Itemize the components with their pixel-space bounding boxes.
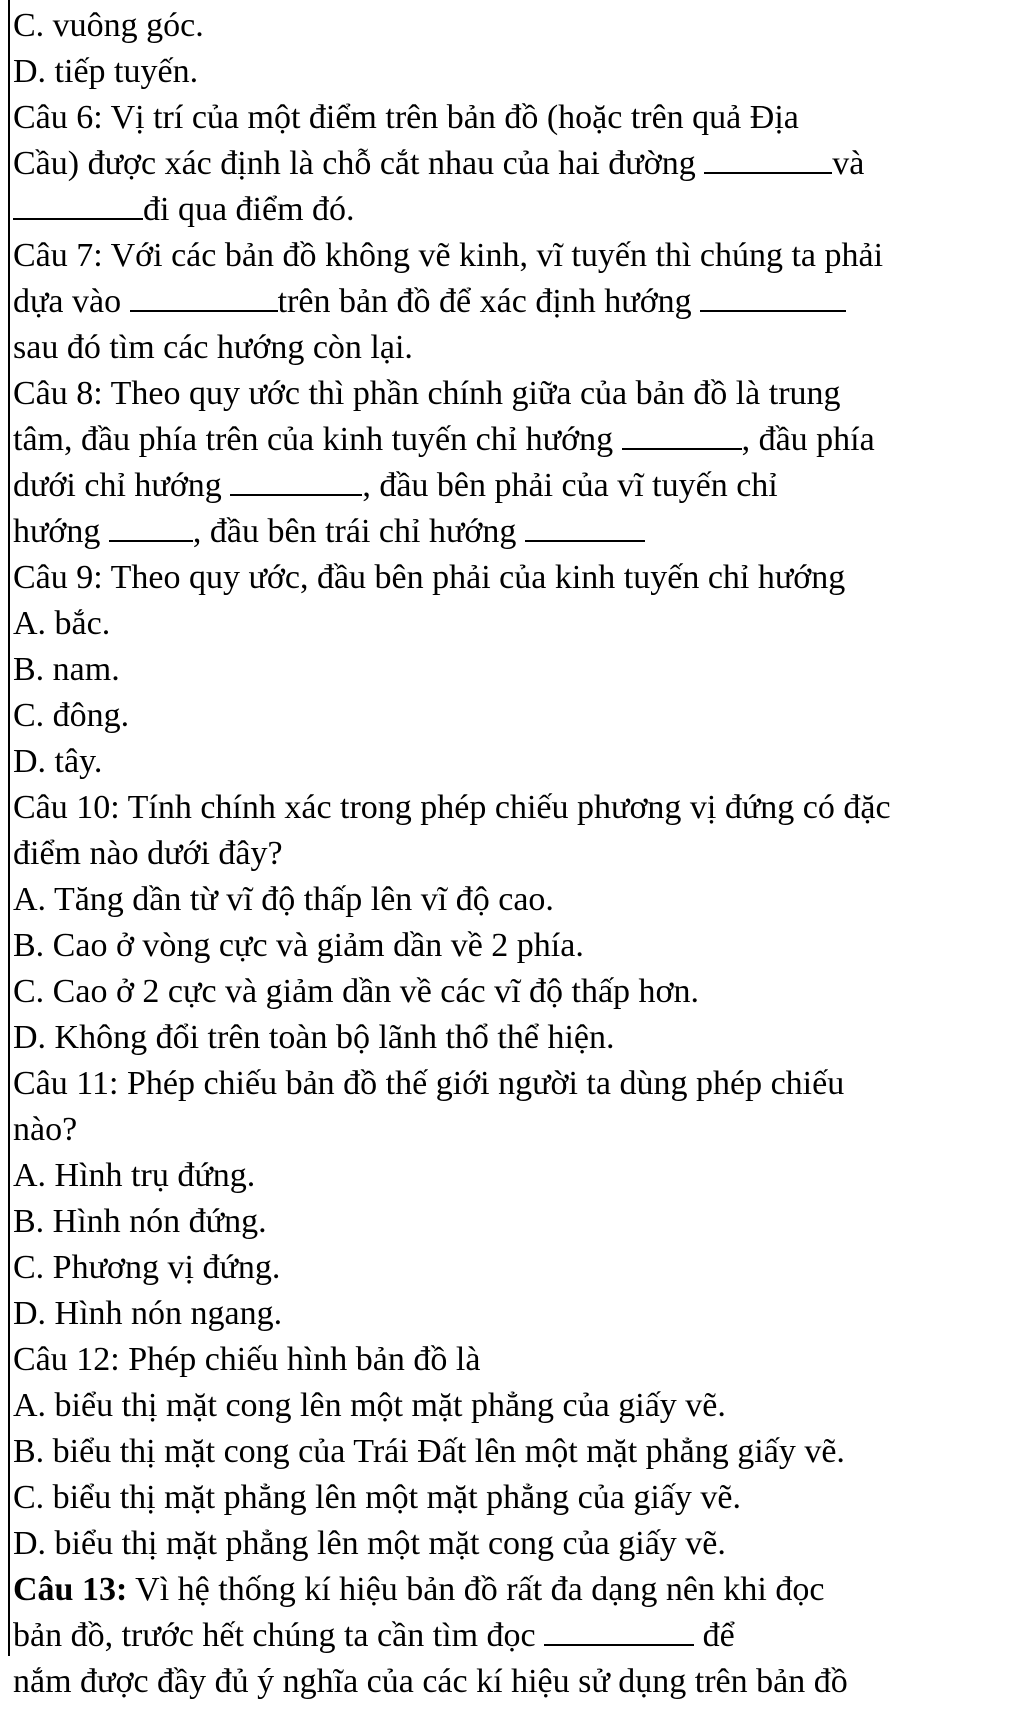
answer-option: D. biểu thị mặt phẳng lên một mặt cong của giấy vẽ.	[13, 1525, 726, 1562]
text-line: Câu 12: Phép chiếu hình bản đồ là	[13, 1341, 481, 1378]
answer-option: C. Phương vị đứng.	[13, 1249, 281, 1286]
answer-option: B. Hình nón đứng.	[13, 1203, 267, 1240]
text-line: nắm được đầy đủ ý nghĩa của các kí hiệu sử dụng trên bản đồ	[13, 1663, 848, 1700]
text-line: Câu 8: Theo quy ước thì phần chính giữa của bản đồ là trung	[13, 375, 841, 412]
fill-blank	[109, 514, 193, 542]
text-line: C. vuông góc.	[13, 7, 204, 44]
text-line: bản đồ, trước hết chúng ta cần tìm đọc để	[13, 1617, 735, 1654]
answer-option: C. đông.	[13, 697, 130, 734]
text-line: Câu 9: Theo quy ước, đầu bên phải của kinh tuyến chỉ hướng	[13, 559, 846, 596]
answer-option: C. biểu thị mặt phẳng lên một mặt phẳng của giấy vẽ.	[13, 1479, 741, 1516]
answer-option: A. biểu thị mặt cong lên một mặt phẳng của giấy vẽ.	[13, 1387, 726, 1424]
text-line: Câu 7: Với các bản đồ không vẽ kinh, vĩ tuyến thì chúng ta phải	[13, 237, 884, 274]
text-line: đi qua điểm đó.	[13, 187, 1013, 233]
answer-option: B. nam.	[13, 651, 120, 688]
text-line: hướng , đầu bên trái chỉ hướng	[13, 509, 1013, 555]
answer-option: D. Hình nón ngang.	[13, 1295, 283, 1332]
question-label: Câu 13:	[13, 1571, 128, 1608]
text-line: dưới chỉ hướng , đầu bên phải của vĩ tuyến chỉ	[13, 467, 778, 504]
answer-option: D. Không đổi trên toàn bộ lãnh thổ thể hiện.	[13, 1019, 615, 1056]
fill-blank	[13, 192, 143, 220]
fill-blank	[704, 146, 832, 174]
text-line: Cầu) được xác định là chỗ cắt nhau của hai đường và	[13, 145, 865, 182]
text-line: Câu 10: Tính chính xác trong phép chiếu phương vị đứng có đặc	[13, 789, 891, 826]
text-line: Câu 11: Phép chiếu bản đồ thế giới người ta dùng phép chiếu	[13, 1065, 845, 1102]
text-line: sau đó tìm các hướng còn lại.	[13, 329, 413, 366]
fill-blank	[544, 1618, 694, 1646]
text-line: dựa vào trên bản đồ để xác định hướng	[13, 279, 1013, 325]
text-line: điểm nào dưới đây?	[13, 835, 283, 872]
answer-option: C. Cao ở 2 cực và giảm dần về các vĩ độ thấp hơn.	[13, 973, 700, 1010]
fill-blank	[525, 514, 645, 542]
answer-option: D. tây.	[13, 743, 103, 780]
answer-option: B. Cao ở vòng cực và giảm dần về 2 phía.	[13, 927, 584, 964]
cut-off-line	[13, 1705, 1013, 1719]
text-line: nào?	[13, 1111, 78, 1148]
fill-blank	[700, 284, 846, 312]
question-text-block	[13, 3, 1013, 1719]
fill-blank	[130, 284, 278, 312]
text-line: Câu 6: Vị trí của một điểm trên bản đồ (hoặc trên quả Địa	[13, 99, 799, 136]
text-line: Câu 13: Vì hệ thống kí hiệu bản đồ rất đa dạng nên khi đọc	[13, 1571, 825, 1608]
fill-blank	[230, 468, 362, 496]
text-line: D. tiếp tuyến.	[13, 53, 199, 90]
fill-blank	[622, 422, 742, 450]
left-border-line	[8, 0, 10, 1656]
answer-option: B. biểu thị mặt cong của Trái Đất lên một mặt phẳng giấy vẽ.	[13, 1433, 845, 1470]
answer-option: A. Tăng dần từ vĩ độ thấp lên vĩ độ cao.	[13, 881, 554, 918]
answer-option: A. Hình trụ đứng.	[13, 1157, 256, 1194]
text-line: tâm, đầu phía trên của kinh tuyến chỉ hướng , đầu phía	[13, 421, 875, 458]
answer-option: A. bắc.	[13, 605, 111, 642]
